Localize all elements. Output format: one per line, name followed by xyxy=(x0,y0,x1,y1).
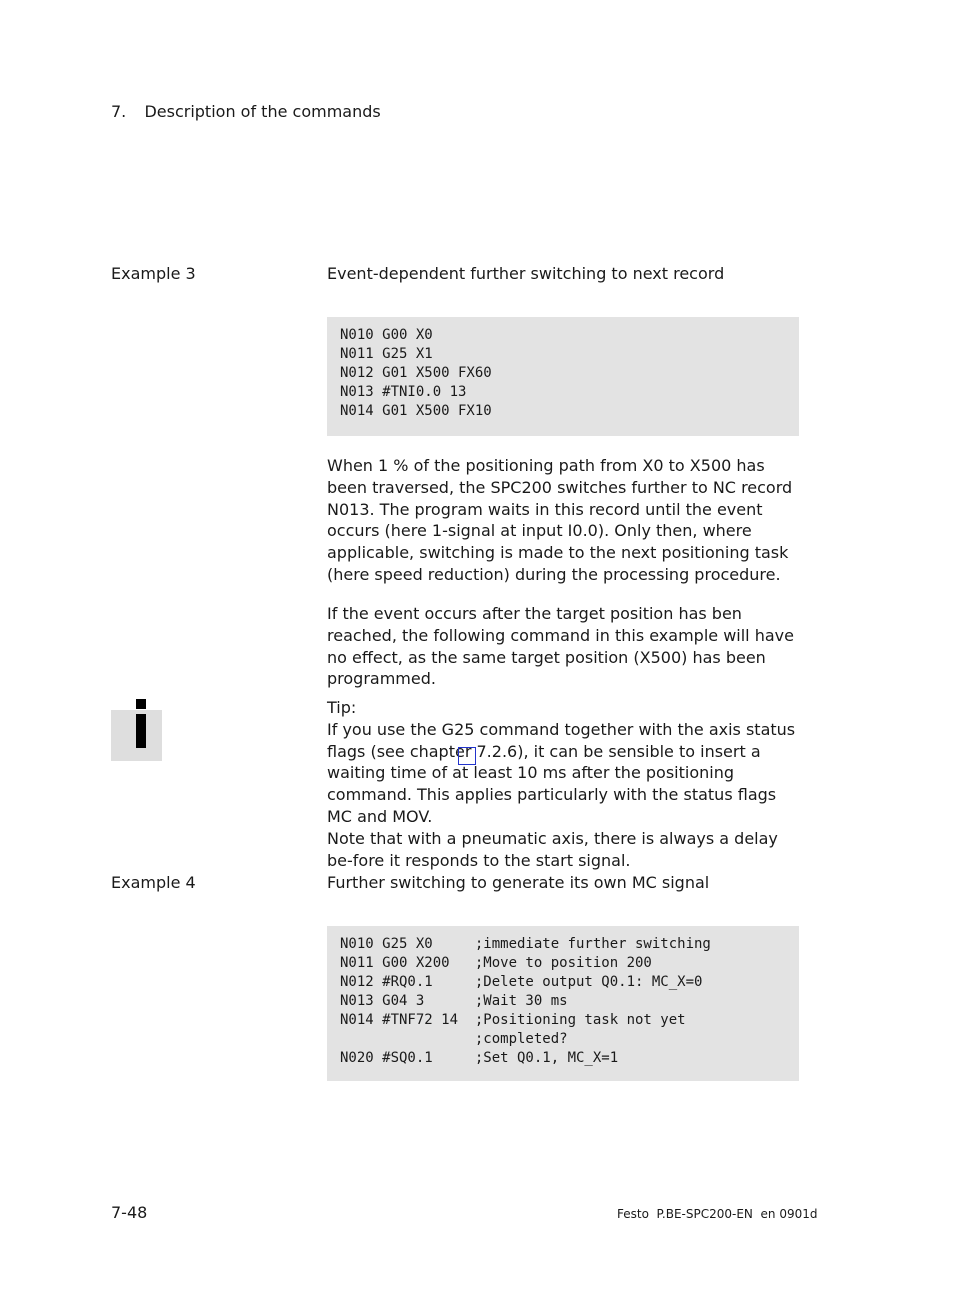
example-3-paragraph-2 xyxy=(327,603,799,690)
code-line: N014 G01 X500 FX10 xyxy=(340,403,492,419)
tip-text: If you use the G25 command together with the axis status flags (see chapter 7.2.6), it can be sensible to insert a waiting time of at least 10 ms after the positioning command. This applies particularly with the status flags MC and MOV. xyxy=(327,719,796,826)
example-4-code-block xyxy=(327,926,799,1081)
code-line: N011 G00 X200 ;Move to position 200 xyxy=(340,955,652,971)
code-line: N012 G01 X500 FX60 xyxy=(340,365,492,381)
example-3-label: Example 3 xyxy=(111,264,196,283)
info-icon-box xyxy=(111,710,162,761)
example-4-title: Further switching to generate its own MC signal xyxy=(327,873,710,892)
tip-note: Note that with a pneumatic axis, there is always a delay be-fore it responds to the start signal. xyxy=(327,828,778,870)
code-line: N011 G25 X1 xyxy=(340,346,433,362)
example-3-paragraph-1 xyxy=(327,455,799,586)
chapter-title: Description of the commands xyxy=(144,102,381,121)
example-3-title: Event-dependent further switching to next record xyxy=(327,264,725,283)
tip-block xyxy=(327,697,799,871)
chapter-link-highlight[interactable] xyxy=(458,747,476,765)
code-line: N013 #TNI0.0 13 xyxy=(340,384,467,400)
paragraph-text: When 1 % of the positioning path from X0 to X500 has been traversed, the SPC200 switches further to NC record N013. The program waits in this record until the event occurs (here 1-signal at input I0.0). Only then, where applicable, switching is made to the next positioning task (here speed reduction) during the processing procedure. xyxy=(327,456,793,584)
code-line: N010 G00 X0 xyxy=(340,327,433,343)
code-line: N020 #SQ0.1 ;Set Q0.1, MC_X=1 xyxy=(340,1050,619,1066)
example-4-label: Example 4 xyxy=(111,873,196,892)
code-line: N014 #TNF72 14 ;Positioning task not yet xyxy=(340,1012,686,1028)
info-icon xyxy=(132,699,150,763)
chapter-number: 7. xyxy=(111,102,127,121)
chapter-header xyxy=(111,102,381,121)
code-line: N012 #RQ0.1 ;Delete output Q0.1: MC_X=0 xyxy=(340,974,703,990)
code-line: ;completed? xyxy=(340,1031,568,1047)
page-number: 7-48 xyxy=(111,1203,148,1222)
tip-heading: Tip: xyxy=(327,698,357,717)
code-line: N013 G04 3 ;Wait 30 ms xyxy=(340,993,568,1009)
paragraph-text: If the event occurs after the target position has ben reached, the following command in this example will have no effect, as the same target position (X500) has been programmed. xyxy=(327,604,794,689)
example-3-code-block xyxy=(327,317,799,436)
document-info: Festo P.BE-SPC200-EN en 0901d xyxy=(617,1207,818,1221)
code-line: N010 G25 X0 ;immediate further switching xyxy=(340,936,711,952)
